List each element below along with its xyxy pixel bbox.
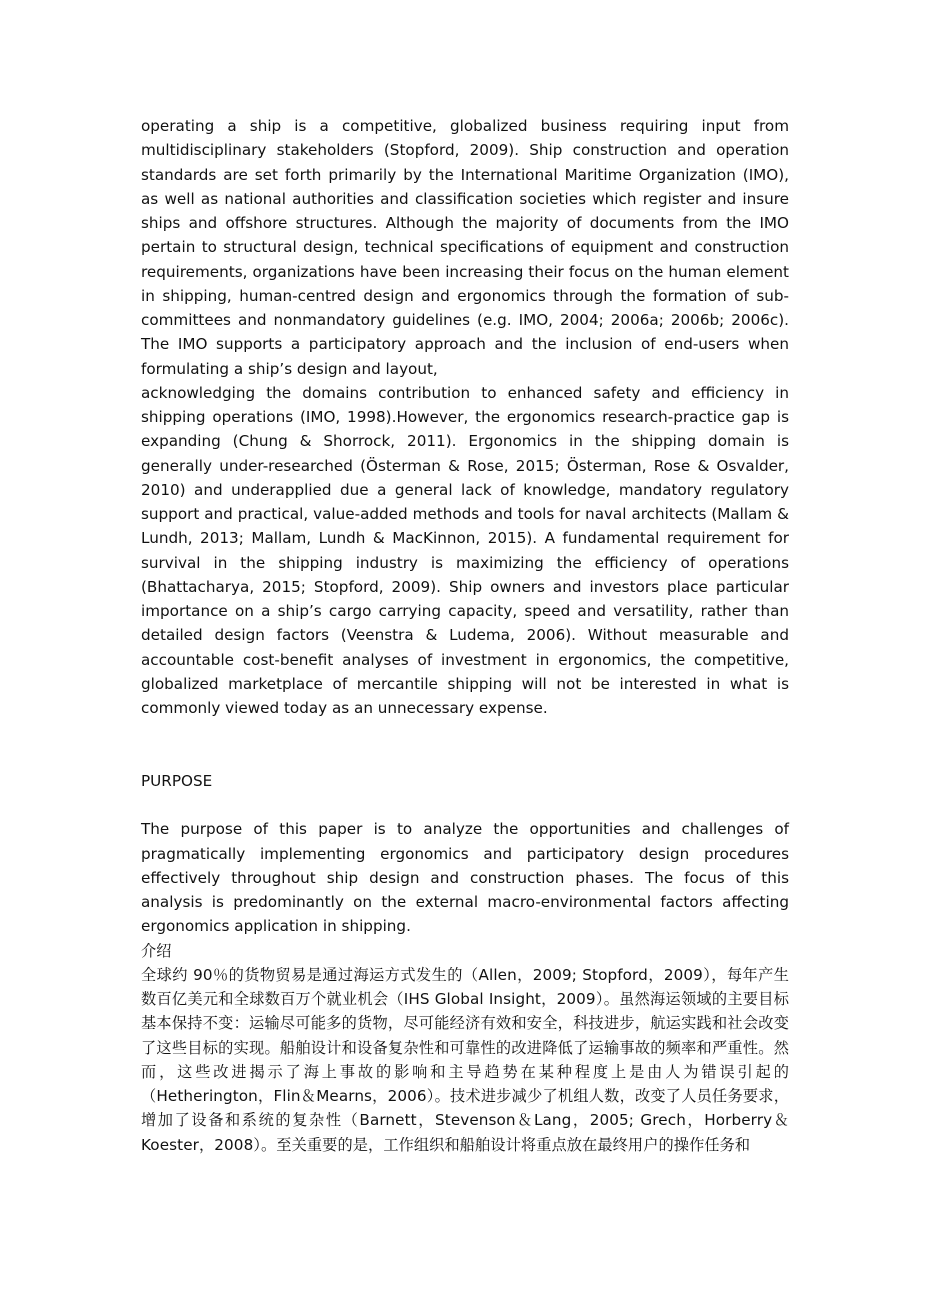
- purpose-paragraph: The purpose of this paper is to analyze the opportunities and challenges of pragmatically implementing ergonomics and participatory design procedures effectively throughout ship design and construction phases. The focus of this analysis is predominantly on the external macro-environmental factors affecting ergonomics application in shipping.: [141, 820, 789, 936]
- paragraph-gap: [141, 720, 789, 769]
- body-paragraph-1a: operating a ship is a competitive, globalized business requiring input from multidisciplinary stakeholders (Stopford, 2009). Ship construction and operation standards are set forth primarily by the International Maritime Organization (IMO), as well as national authorities and classification societies which register and insure ships and offshore structures. Although the majority of documents from the IMO pertain to structural design, technical specifications of equipment and construction requirements, organizations have been increasing their focus on the human element in shipping, human-centred design and ergonomics through the formation of sub-committees and nonmandatory guidelines (e.g. IMO, 2004; 2006a; 2006b; 2006c). The IMO supports a participatory approach and the inclusion of end-users when formulating a ship’s design and layout,: [141, 117, 789, 378]
- body-paragraph-1b: acknowledging the domains contribution to enhanced safety and efficiency in shipping operations (IMO, 1998).However, the ergonomics research-practice gap is expanding (Chung & Shorrock, 2011). Ergonomics in the shipping domain is generally under-researched (Österman & Rose, 2015; Österman, Rose & Osvalder, 2010) and underapplied due a general lack of knowledge, mandatory regulatory support and practical, value-added methods and tools for naval architects (Mallam & Lundh, 2013; Mallam, Lundh & MacKinnon, 2015). A fundamental requirement for survival in the shipping industry is maximizing the efficiency of operations (Bhattacharya, 2015; Stopford, 2009). Ship owners and investors place particular importance on a ship’s cargo carrying capacity, speed and versatility, rather than detailed design factors (Veenstra & Ludema, 2006). Without measurable and accountable cost-benefit analyses of investment in ergonomics, the competitive, globalized marketplace of mercantile shipping will not be interested in what is commonly viewed today as an unnecessary expense.: [141, 383, 789, 717]
- intro-paragraph-zh: 全球约 90％的货物贸易是通过海运方式发生的（Allen，2009; Stopford，2009），每年产生数百亿美元和全球数百万个就业机会（IHS Global Insight，2009）。虽然海运领域的主要目标基本保持不变：运输尽可能多的货物，尽可能经济有效和安全，科技进步，航运实践和社会改变了这些目标的实现。船舶设计和设备复杂性和可靠性的改进降低了运输事故的频率和严重性。然而，这些改进揭示了海上事故的影响和主导趋势在某种程度上是由人为错误引起的（Hetherington，Flin＆Mearns，2006）。技术进步减少了机组人数，改变了人员任务要求，增加了设备和系统的复杂性（Barnett，Stevenson＆Lang，2005; Grech，Horberry＆Koester，2008）。至关重要的是，工作组织和船舶设计将重点放在最终用户的操作任务和: [141, 965, 789, 1154]
- section-heading-intro-zh: 介绍: [141, 941, 172, 960]
- heading-gap: [141, 793, 789, 817]
- section-heading-purpose: PURPOSE: [141, 771, 213, 790]
- document-page: [141, 114, 789, 1157]
